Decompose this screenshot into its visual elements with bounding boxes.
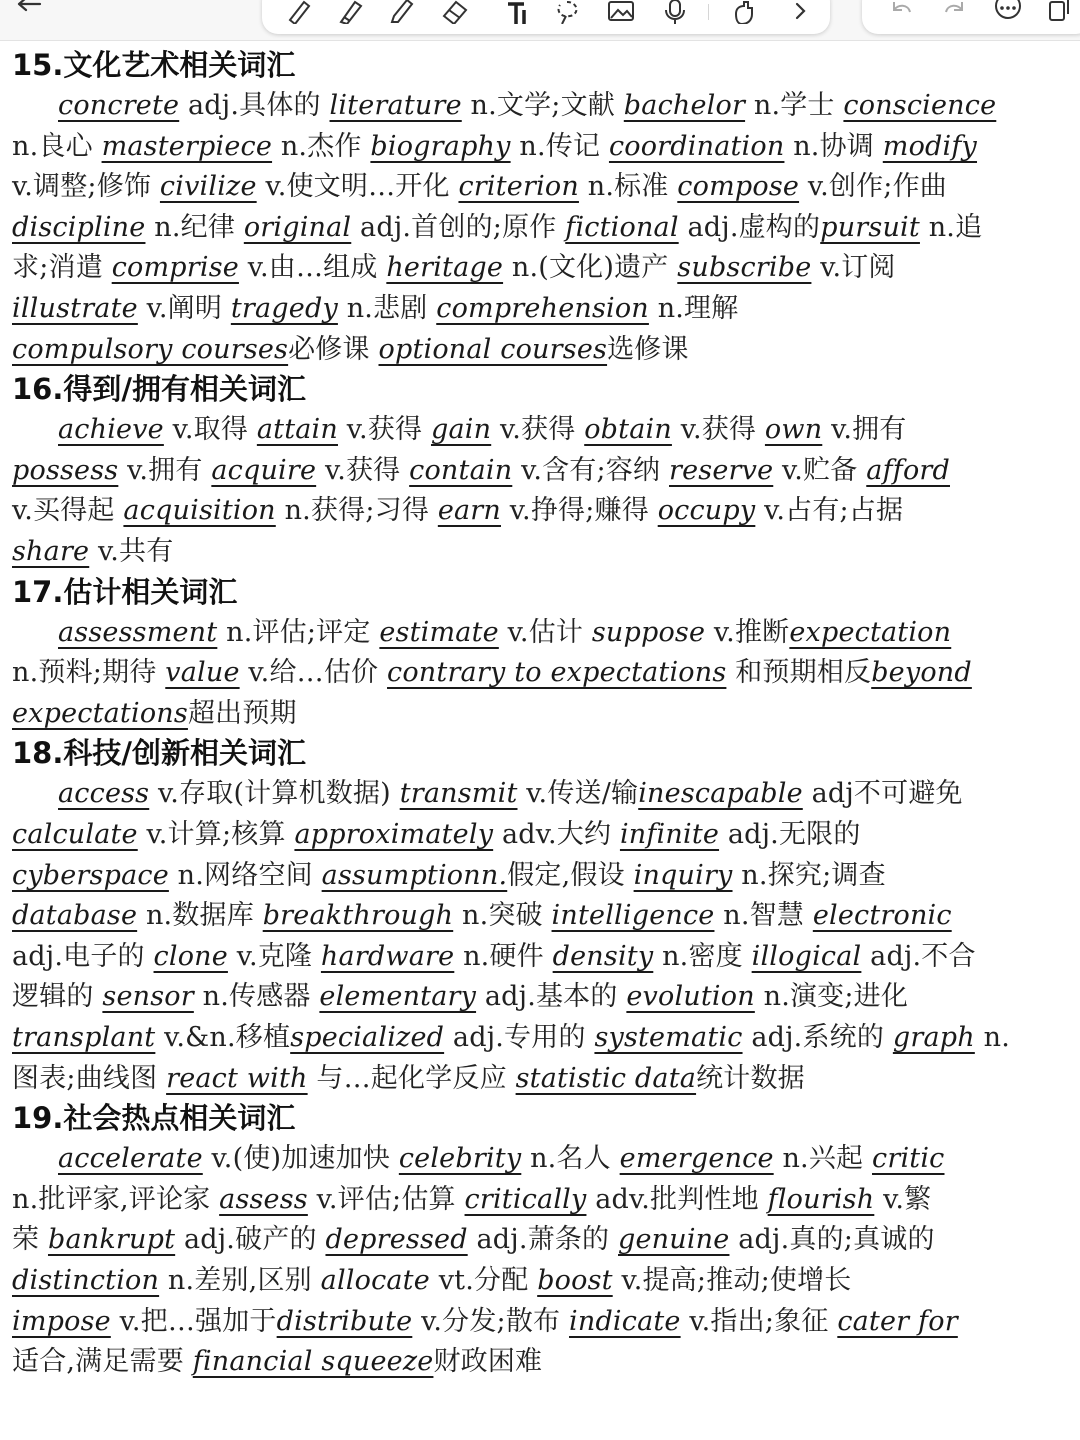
vocab-word: optional courses — [378, 333, 608, 365]
vocab-word: breakthrough — [262, 900, 454, 932]
definition-text: v.获得 — [671, 414, 765, 446]
definition-text: v.获得 — [491, 414, 585, 446]
vocab-word: beyond — [871, 657, 972, 689]
definition-text: v.贮备 — [773, 454, 867, 486]
vocab-word: concrete — [58, 90, 180, 121]
vocab-word: sensor — [102, 981, 194, 1013]
note-line — [12, 167, 947, 207]
vocab-word: distinction — [12, 1265, 160, 1296]
vocab-word: graph — [892, 1022, 975, 1053]
pencil-icon[interactable] — [336, 0, 366, 24]
vocab-word: critic — [872, 1143, 945, 1175]
definition-text: 荣 — [12, 1224, 48, 1256]
vocab-word: impose — [12, 1305, 111, 1337]
definition-text: adj.真的;真诚的 — [729, 1224, 935, 1256]
vocab-word: cyberspace — [12, 859, 169, 891]
vocab-word: depressed — [325, 1224, 468, 1256]
note-line — [12, 1261, 852, 1301]
definition-text: adj.基本的 — [476, 981, 627, 1013]
definition-text: n.悲剧 — [337, 293, 437, 324]
vocab-word: illustrate — [12, 293, 138, 324]
note-line — [12, 248, 896, 288]
definition-text: n.批评家,评论家 — [12, 1183, 220, 1215]
document-actions-bar — [862, 0, 1080, 34]
note-line — [12, 937, 976, 977]
definition-text: v.把…强加于 — [110, 1305, 277, 1337]
back-arrow-icon[interactable] — [14, 0, 44, 20]
definition-text: n.网络空间 — [168, 859, 322, 891]
vocab-word: transplant — [12, 1022, 156, 1053]
definition-text: adj.首创的;原作 — [351, 211, 566, 243]
toolbar-divider — [708, 4, 709, 20]
definition-text: 求;消遣 — [12, 252, 112, 284]
note-line — [12, 491, 903, 531]
definition-text: n.兴起 — [773, 1143, 873, 1175]
definition-text: v.取得 — [163, 414, 257, 446]
vocab-word: literature — [329, 90, 462, 121]
definition-text: adj.电子的 — [12, 940, 154, 972]
note-line — [58, 410, 907, 450]
section-heading: 18.科技/创新相关词汇 — [12, 736, 306, 771]
definition-text: n.智慧 — [714, 900, 813, 932]
note-line — [12, 127, 977, 167]
vocab-word: hardware — [320, 940, 455, 972]
vocab-word: elementary — [319, 981, 477, 1013]
vocab-word: evolution — [626, 981, 755, 1013]
image-icon[interactable] — [606, 0, 636, 24]
hand-icon[interactable] — [730, 0, 760, 24]
vocab-word: infinite — [619, 819, 720, 850]
note-line — [12, 1302, 958, 1342]
vocab-word: obtain — [584, 414, 672, 446]
vocab-word: assessment — [58, 616, 218, 648]
definition-text: 财政困难 — [433, 1346, 543, 1378]
definition-text: v.买得起 — [12, 495, 124, 527]
vocab-word: original — [243, 211, 352, 243]
definition-text: n.良心 — [12, 130, 102, 162]
vocab-word: biography — [370, 130, 511, 162]
vocab-word: occupy — [657, 495, 756, 527]
definition-text: v.&n.移植 — [155, 1022, 291, 1053]
definition-text: adj.不合 — [861, 940, 976, 972]
definition-text: adj.具体的 — [179, 90, 330, 121]
definition-text: v.由…组成 — [238, 252, 387, 284]
vocab-word: compulsory courses — [12, 333, 289, 365]
definition-text: adj不可避免 — [802, 778, 963, 810]
definition-text: n.传记 — [510, 130, 609, 162]
definition-text: adj.虚构的 — [678, 211, 821, 243]
vocab-word: earn — [437, 495, 501, 527]
definition-text: v.估计 — [498, 616, 592, 648]
vocab-word: electronic — [812, 900, 952, 932]
definition-text: n.学士 — [745, 90, 844, 121]
note-line — [12, 896, 952, 936]
definition-text: 超出预期 — [187, 697, 297, 729]
vocab-word: calculate — [12, 819, 138, 850]
vocab-word: critically — [464, 1183, 587, 1215]
vocab-word: comprehension — [436, 293, 649, 324]
vocab-word: own — [764, 414, 823, 446]
definition-text: n.突破 — [453, 900, 552, 932]
vocab-word: contain — [409, 454, 513, 486]
definition-text: n.理解 — [648, 293, 739, 324]
vocab-word: expectation — [789, 616, 952, 648]
undo-icon[interactable] — [886, 0, 914, 22]
vocab-word: access — [58, 778, 150, 810]
definition-text: v.克隆 — [227, 940, 321, 972]
note-line — [12, 1018, 1010, 1058]
microphone-icon[interactable] — [660, 0, 690, 24]
note-line — [12, 451, 950, 491]
vocab-word: attain — [256, 414, 338, 446]
vocab-word: approximately — [294, 819, 494, 850]
note-line — [12, 289, 738, 329]
definition-text: n.追 — [919, 211, 983, 243]
chevron-right-icon[interactable] — [786, 0, 816, 24]
section-heading: 16.得到/拥有相关词汇 — [12, 372, 306, 407]
definition-text: 图表;曲线图 — [12, 1062, 167, 1094]
vocab-word: acquire — [211, 454, 317, 486]
definition-text: n.协调 — [784, 130, 883, 162]
definition-text: v.(使)加速加快 — [202, 1143, 399, 1175]
definition-text: v.提高;推动;使增长 — [612, 1265, 852, 1296]
definition-text: n.文学;文献 — [461, 90, 624, 121]
definition-text: v.计算;核算 — [137, 819, 295, 850]
definition-text: n.(文化)遗产 — [503, 252, 678, 284]
vocab-word: assess — [219, 1183, 308, 1215]
vocab-word: conscience — [843, 90, 997, 121]
vocab-word: heritage — [386, 252, 504, 284]
vocab-word: pursuit — [820, 211, 920, 243]
definition-text: n.杰作 — [272, 130, 371, 162]
note-line — [12, 1059, 805, 1099]
vocab-word: share — [12, 536, 90, 567]
definition-text: v.评估;估算 — [307, 1183, 465, 1215]
vocab-word: statistic data — [515, 1062, 697, 1094]
definition-text: n.硬件 — [454, 940, 553, 972]
definition-text: 统计数据 — [696, 1062, 805, 1094]
note-line — [12, 815, 861, 855]
vocab-word: contrary to expectations — [387, 657, 727, 689]
vocab-word: illogical — [751, 940, 862, 972]
vocab-word: modify — [882, 130, 978, 162]
vocab-word: acquisition — [123, 495, 276, 527]
definition-text: 必修课 — [288, 333, 379, 365]
vocab-word: masterpiece — [101, 130, 273, 162]
vocab-word: accelerate — [58, 1143, 203, 1175]
definition-text: 选修课 — [607, 333, 689, 365]
vocab-word: expectations — [12, 697, 188, 729]
section-heading: 19.社会热点相关词汇 — [12, 1101, 296, 1136]
vocab-word: density — [552, 940, 654, 972]
vocab-word: transmit — [399, 778, 518, 810]
vocab-word: financial squeeze — [192, 1346, 434, 1378]
vocab-word: database — [12, 900, 138, 932]
vocab-word: value — [165, 657, 240, 689]
definition-text: v.推断 — [705, 616, 790, 648]
note-line — [12, 1180, 931, 1220]
vocab-word: flourish — [767, 1183, 875, 1215]
definition-text: v.获得 — [316, 454, 410, 486]
vocab-word: emergence — [619, 1143, 774, 1175]
vocab-word: tragedy — [230, 293, 338, 324]
eraser-icon[interactable] — [440, 0, 470, 24]
definition-text: v.使文明…开化 — [256, 171, 459, 203]
text-tool-icon[interactable] — [502, 0, 532, 24]
definition-text: n.预料;期待 — [12, 657, 166, 689]
definition-text: v.繁 — [874, 1183, 932, 1215]
definition-text: n.获得;习得 — [275, 495, 438, 527]
lasso-icon[interactable] — [552, 0, 582, 24]
vocab-word: civilize — [159, 171, 257, 203]
definition-text: adv.批判性地 — [586, 1183, 768, 1215]
vocab-word: coordination — [608, 130, 785, 162]
definition-text: adj.萧条的 — [467, 1224, 618, 1256]
vocab-word: estimate — [379, 616, 499, 648]
definition-text: n.传感器 — [193, 981, 320, 1013]
vocab-word: distribute — [276, 1305, 413, 1337]
definition-text: n.演变;进化 — [754, 981, 909, 1013]
vocab-word: genuine — [618, 1224, 730, 1256]
note-line — [58, 774, 963, 814]
vocab-word: criterion — [458, 171, 579, 203]
vocab-word: comprise — [111, 252, 239, 284]
vocab-word: fictional — [565, 211, 679, 243]
definition-text: v.调整;修饰 — [12, 171, 160, 203]
vocab-word: achieve — [58, 414, 164, 446]
definition-text: v.订阅 — [811, 252, 896, 284]
vocab-word: reserve — [669, 454, 774, 486]
note-line — [58, 613, 951, 653]
note-line — [12, 856, 886, 896]
note-line — [58, 1139, 945, 1179]
vocab-word: react with — [166, 1062, 308, 1094]
definition-text: n.数据库 — [137, 900, 263, 932]
highlighter-icon[interactable] — [388, 0, 418, 24]
definition-text: adj.无限的 — [719, 819, 861, 850]
definition-text: n.评估;评定 — [217, 616, 380, 648]
vocab-word: possess — [12, 454, 119, 486]
definition-text: n. — [974, 1022, 1010, 1053]
definition-text: 假定,假设 — [507, 859, 634, 891]
definition-text: v.分发;散布 — [412, 1305, 570, 1337]
definition-text: v.拥有 — [822, 414, 907, 446]
definition-text: v.拥有 — [118, 454, 212, 486]
vocab-word: suppose — [591, 616, 706, 648]
vocab-word: cater for — [837, 1305, 958, 1337]
definition-text: adv.大约 — [493, 819, 620, 850]
definition-text: v.指出;象征 — [680, 1305, 838, 1337]
top-toolbar — [0, 0, 1080, 41]
redo-icon[interactable] — [942, 0, 970, 22]
definition-text: n.名人 — [521, 1143, 620, 1175]
definition-text: v.共有 — [89, 536, 174, 567]
vocab-word: indicate — [569, 1305, 681, 1337]
definition-text: v.存取(计算机数据) — [149, 778, 400, 810]
note-line — [12, 977, 908, 1017]
definition-text: 和预期相反 — [726, 657, 872, 689]
definition-text: adj.专用的 — [444, 1022, 595, 1053]
definition-text: v.含有;容纳 — [512, 454, 669, 486]
vocab-word: celebrity — [398, 1143, 522, 1175]
pen-icon[interactable] — [284, 0, 314, 24]
definition-text: n.差别,区别 — [159, 1265, 321, 1296]
note-line — [12, 653, 972, 693]
definition-text: n.纪律 — [145, 211, 244, 243]
definition-text: vt.分配 — [429, 1265, 538, 1296]
vocab-word: systematic — [594, 1022, 743, 1053]
definition-text: n.密度 — [653, 940, 752, 972]
definition-text: adj.系统的 — [742, 1022, 893, 1053]
vocab-word: boost — [537, 1265, 613, 1296]
vocab-word: specialized — [290, 1022, 445, 1053]
note-line — [58, 86, 996, 126]
definition-text: v.创作;作曲 — [799, 171, 947, 203]
definition-text: 适合,满足需要 — [12, 1346, 193, 1378]
definition-text: n.标准 — [578, 171, 678, 203]
drawing-tools-bar — [262, 0, 830, 34]
vocab-word: intelligence — [551, 900, 715, 932]
vocab-word: inescapable — [638, 778, 803, 810]
note-line — [12, 330, 689, 370]
note-line — [12, 1220, 935, 1260]
definition-text: v.给…估价 — [239, 657, 388, 689]
vocab-word: compose — [677, 171, 800, 203]
definition-text: adj.破产的 — [175, 1224, 326, 1256]
vocab-word: subscribe — [677, 252, 812, 284]
pages-icon[interactable] — [1046, 0, 1074, 22]
vocab-word: bankrupt — [47, 1224, 176, 1256]
definition-text: v.阐明 — [137, 293, 231, 324]
definition-text: v.传送/输 — [517, 778, 639, 810]
more-icon[interactable] — [994, 0, 1022, 22]
note-line — [12, 1342, 542, 1382]
note-line — [12, 694, 297, 734]
definition-text: v.挣得;赚得 — [501, 495, 658, 527]
definition-text: n.探究;调查 — [732, 859, 886, 891]
vocab-word: clone — [153, 940, 228, 972]
vocab-word: allocate — [320, 1265, 430, 1296]
definition-text: v.占有;占据 — [755, 495, 904, 527]
vocab-word: inquiry — [633, 859, 733, 891]
vocab-word: afford — [866, 454, 950, 486]
vocab-word: gain — [430, 414, 492, 446]
vocab-word: assumptionn. — [321, 859, 508, 891]
definition-text: v.获得 — [337, 414, 431, 446]
vocab-word: bachelor — [623, 90, 746, 121]
section-heading: 17.估计相关词汇 — [12, 574, 238, 609]
vocab-word: discipline — [12, 211, 146, 243]
definition-text: 逻辑的 — [12, 981, 103, 1013]
definition-text: 与…起化学反应 — [307, 1062, 516, 1094]
section-heading: 15.文化艺术相关词汇 — [12, 48, 296, 82]
note-line — [12, 532, 173, 572]
note-line — [12, 208, 982, 248]
